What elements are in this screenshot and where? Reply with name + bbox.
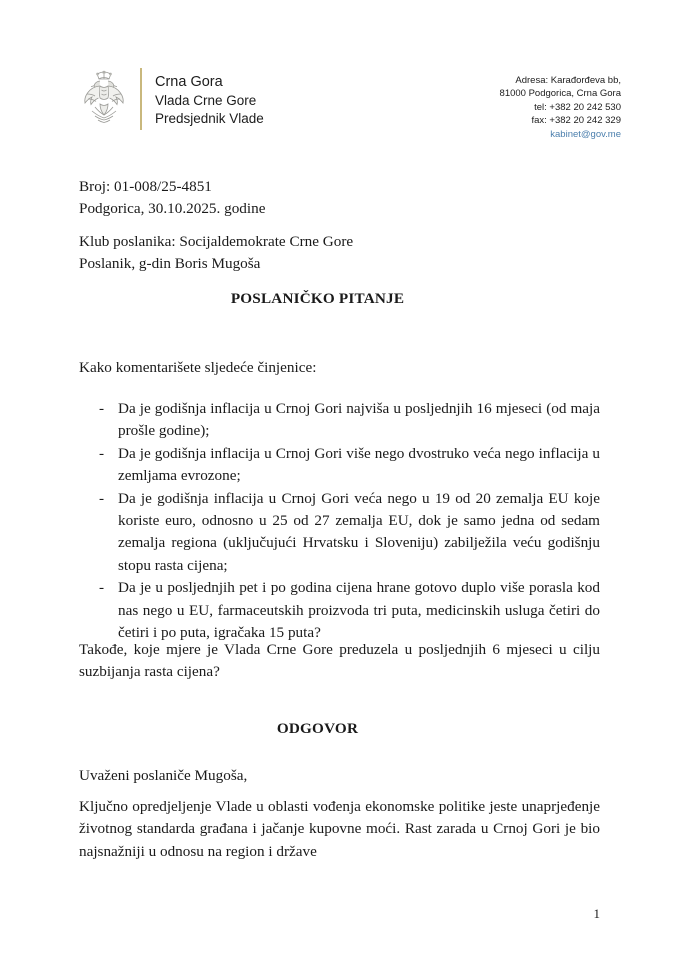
organization-names	[155, 71, 264, 128]
question-lead	[79, 357, 600, 379]
facts-section	[79, 398, 600, 644]
contact-details	[500, 66, 621, 141]
list-item-text: Da je u posljednjih pet i po godina cijena hrane gotovo duplo više porasla kod nas nego u EU, farmaceutskih proizvoda tri puta, medicinskih usluga četiri do četiri i po puta, igračaka 15 puta?	[118, 579, 600, 642]
letterhead	[79, 66, 621, 141]
list-item-text: Da je godišnja inflacija u Crnoj Gori veća nego u 19 od 20 zemalja EU koje koriste euro, odnosno u 25 od 27 zemalja EU, dok je samo jedna od sedam zemalja regiona (uključujući Hrvatsku i Sloveniju) zabilježila veću godišnju stopu rasta cijena;	[118, 489, 600, 574]
addressee-block	[79, 231, 600, 276]
answer-title	[79, 720, 600, 738]
page-number: 1	[593, 906, 600, 921]
reference-place-date: Podgorica, 30.10.2025. godine	[79, 200, 266, 218]
org-government: Vlada Crne Gore	[155, 92, 257, 108]
org-office: Predsjednik Vlade	[155, 110, 264, 126]
question-title-text: POSLANIČKO PITANJE	[230, 290, 405, 307]
government-branding	[79, 66, 264, 132]
contact-address-line-2: 81000 Podgorica, Crna Gora	[499, 88, 621, 100]
answer-salutation	[79, 765, 600, 787]
question-title	[79, 290, 600, 308]
contact-address-line-1: Adresa: Karađorđeva bb,	[515, 75, 621, 86]
bullet-dash-icon: -	[99, 444, 105, 462]
facts-list	[79, 398, 600, 644]
question-lead-text: Kako komentarišete sljedeće činjenice:	[79, 359, 317, 376]
question-closing-text: Takođe, koje mjere je Vlada Crne Gore preduzela u posljednjih 6 mjeseci u cilju suzbijanja rasta cijena?	[79, 641, 600, 681]
brand-divider	[140, 68, 142, 130]
bullet-dash-icon: -	[99, 400, 105, 417]
reference-block	[79, 176, 600, 221]
contact-fax: fax: +382 20 242 329	[531, 115, 621, 127]
contact-telephone: tel: +382 20 242 530	[534, 101, 621, 113]
list-item	[79, 577, 600, 644]
bullet-dash-icon: -	[99, 489, 105, 507]
montenegro-coat-of-arms-icon	[79, 66, 129, 132]
addressee-club: Klub poslanika: Socijaldemokrate Crne Gore	[79, 233, 354, 250]
answer-paragraph	[79, 796, 600, 863]
answer-paragraph-text: Ključno opredjeljenje Vlade u oblasti vođenja ekonomske politike jeste unaprjeđenje životnog standarda građana i jačanje kupovne moći. Rast zarada u Crnoj Gori je bio najsnažniji u odnosu na region i države	[79, 798, 600, 860]
contact-email-link[interactable]: kabinet@gov.me	[550, 128, 621, 140]
org-country: Crna Gora	[155, 73, 223, 90]
question-closing	[79, 639, 600, 684]
list-item-text: Da je godišnja inflacija u Crnoj Gori više nego dvostruko veća nego inflacija u zemljama evrozone;	[118, 444, 600, 485]
list-item	[79, 488, 600, 578]
bullet-dash-icon: -	[99, 579, 105, 597]
list-item	[79, 443, 600, 488]
addressee-member: Poslanik, g-din Boris Mugoša	[79, 255, 261, 273]
answer-title-text: ODGOVOR	[276, 720, 359, 737]
answer-salutation-text: Uvaženi poslaniče Mugoša,	[79, 767, 248, 784]
list-item-text: Da je godišnja inflacija u Crnoj Gori najviša u posljednjih 16 mjeseci (od maja prošle godine);	[118, 400, 600, 440]
list-item	[79, 398, 600, 443]
reference-number: Broj: 01-008/25-4851	[79, 178, 212, 195]
